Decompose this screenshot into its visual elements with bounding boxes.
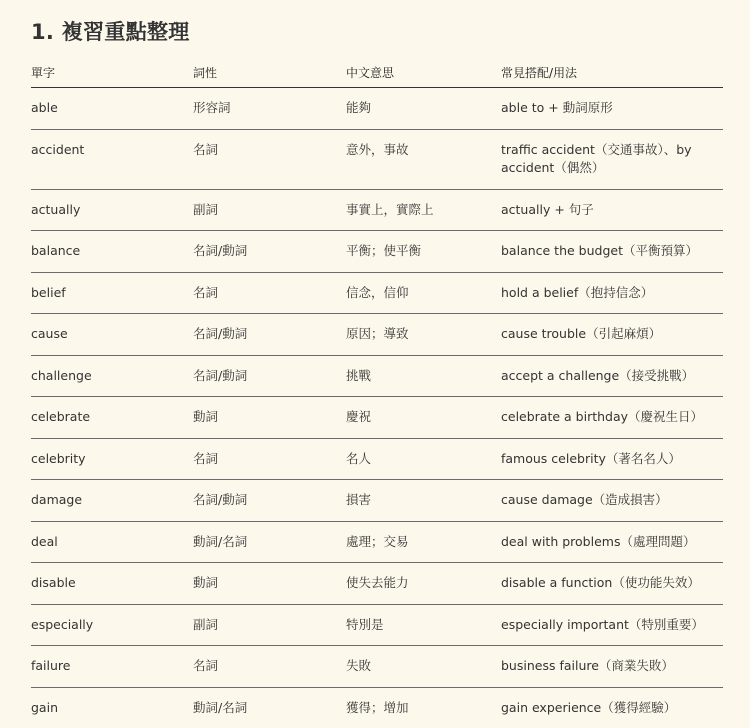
cell-usage: disable a function（使功能失效） (501, 563, 723, 605)
cell-usage: balance the budget（平衡預算） (501, 231, 723, 273)
cell-part-of-speech: 名詞/動詞 (193, 480, 346, 522)
cell-word: celebrate (31, 397, 193, 439)
cell-usage: able to + 動詞原形 (501, 88, 723, 130)
cell-part-of-speech: 副詞 (193, 604, 346, 646)
cell-meaning: 挑戰 (346, 355, 501, 397)
cell-meaning: 意外，事故 (346, 129, 501, 189)
cell-usage: hold a belief（抱持信念） (501, 272, 723, 314)
cell-meaning: 獲得；增加 (346, 699, 409, 715)
cell-usage: cause damage（造成損害） (501, 480, 723, 522)
cell-part-of-speech: 動詞 (193, 397, 346, 439)
cell-word: accident (31, 129, 193, 189)
cell-part-of-speech: 名詞 (193, 272, 346, 314)
cell-usage: accept a challenge（接受挑戰） (501, 355, 723, 397)
cell-meaning: 名人 (346, 438, 501, 480)
cell-part-of-speech: 動詞/名詞 (193, 699, 248, 715)
cell-part-of-speech: 名詞 (193, 129, 346, 189)
cell-part-of-speech: 形容詞 (193, 88, 346, 130)
cell-part-of-speech: 名詞 (193, 646, 346, 688)
cell-usage: actually + 句子 (501, 189, 723, 231)
cell-usage: famous celebrity（著名名人） (501, 438, 723, 480)
header-usage: 常見搭配/用法 (501, 59, 723, 88)
cell-meaning: 損害 (346, 480, 501, 522)
table-row (31, 397, 723, 439)
cell-word: damage (31, 480, 193, 522)
cell-word: deal (31, 521, 193, 563)
cell-part-of-speech: 副詞 (193, 189, 346, 231)
table-row (31, 88, 723, 130)
cell-meaning: 平衡；使平衡 (346, 231, 501, 273)
cell-meaning: 處理；交易 (346, 521, 501, 563)
header-part-of-speech: 詞性 (193, 59, 346, 88)
cell-meaning: 信念，信仰 (346, 272, 501, 314)
cell-word: celebrity (31, 438, 193, 480)
table-row (31, 355, 723, 397)
section-heading: 1. 複習重點整理 (31, 20, 190, 44)
cell-word: challenge (31, 355, 193, 397)
cell-word: belief (31, 272, 193, 314)
cell-word: balance (31, 231, 193, 273)
cell-word: failure (31, 646, 193, 688)
cell-meaning: 失敗 (346, 646, 501, 688)
table-row (31, 314, 723, 356)
cell-part-of-speech: 名詞/動詞 (193, 355, 346, 397)
cell-meaning: 事實上，實際上 (346, 189, 501, 231)
cell-meaning: 原因；導致 (346, 314, 501, 356)
cell-usage: especially important（特別重要） (501, 604, 723, 646)
vocab-table (31, 59, 723, 728)
cell-usage: celebrate a birthday（慶祝生日） (501, 397, 723, 439)
cell-word: cause (31, 314, 193, 356)
table-row (31, 272, 723, 314)
cell-usage: traffic accident（交通事故）、by accident（偶然） (501, 129, 723, 189)
cell-usage: gain experience（獲得經驗） (501, 699, 677, 715)
table-row (31, 189, 723, 231)
table-row (31, 604, 723, 646)
header-word: 單字 (31, 59, 193, 88)
cell-word: actually (31, 189, 193, 231)
cell-meaning: 使失去能力 (346, 563, 501, 605)
cell-usage: cause trouble（引起麻煩） (501, 314, 723, 356)
header-meaning: 中文意思 (346, 59, 501, 88)
cell-word: disable (31, 563, 193, 605)
table-header-row (31, 59, 723, 88)
table-row (31, 687, 723, 728)
cell-word: especially (31, 604, 193, 646)
cell-part-of-speech: 名詞/動詞 (193, 231, 346, 273)
cell-part-of-speech: 動詞/名詞 (193, 521, 346, 563)
cell-part-of-speech: 名詞 (193, 438, 346, 480)
cell-usage: business failure（商業失敗） (501, 646, 723, 688)
cell-part-of-speech: 名詞/動詞 (193, 314, 346, 356)
table-row (31, 646, 723, 688)
table-row (31, 231, 723, 273)
table-row (31, 480, 723, 522)
cell-meaning: 慶祝 (346, 397, 501, 439)
cell-meaning: 能夠 (346, 88, 501, 130)
cell-meaning: 特別是 (346, 604, 501, 646)
cell-word: gain (31, 699, 58, 715)
cell-usage: deal with problems（處理問題） (501, 521, 723, 563)
table-row (31, 129, 723, 189)
cell-part-of-speech: 動詞 (193, 563, 346, 605)
cell-word: able (31, 88, 193, 130)
table-row (31, 563, 723, 605)
table-row (31, 521, 723, 563)
table-row (31, 438, 723, 480)
